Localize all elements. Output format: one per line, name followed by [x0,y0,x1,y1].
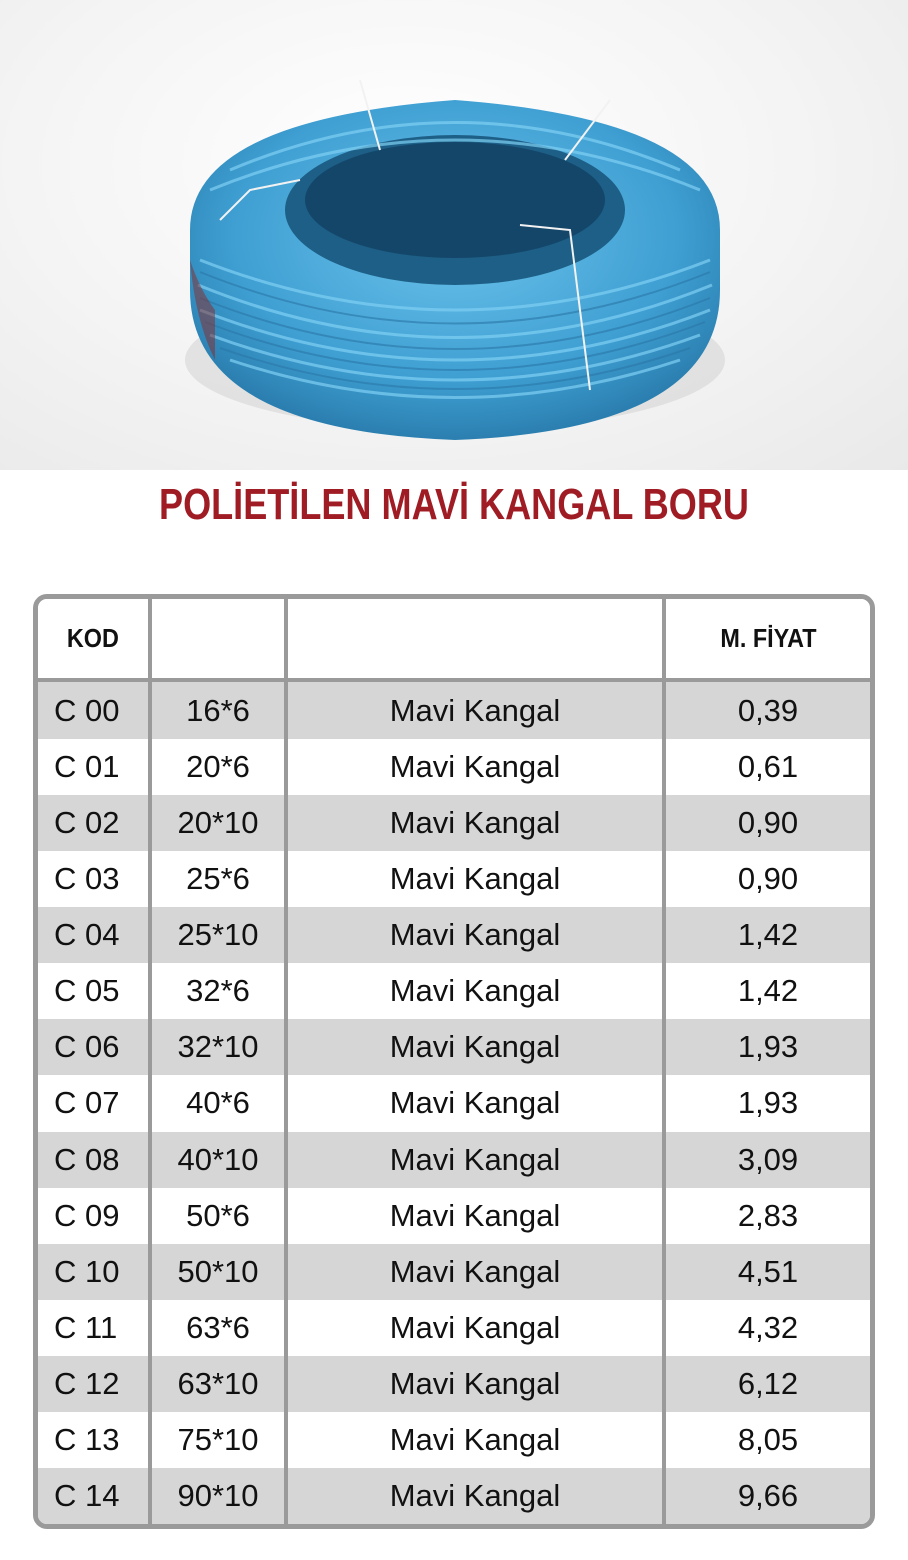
row-size: 40*6 [150,1075,286,1131]
table-row [38,1412,870,1468]
row-price: 4,32 [664,1300,870,1356]
row-product-name: Mavi Kangal [286,739,664,795]
row-product-name: Mavi Kangal [286,1468,664,1524]
row-code: C 00 [38,680,150,739]
row-code: C 07 [38,1075,150,1131]
row-price: 9,66 [664,1468,870,1524]
row-price: 0,61 [664,739,870,795]
row-size: 40*10 [150,1132,286,1188]
row-price: 1,42 [664,963,870,1019]
price-table [33,594,875,1529]
row-size: 32*10 [150,1019,286,1075]
row-product-name: Mavi Kangal [286,1244,664,1300]
row-product-name: Mavi Kangal [286,1188,664,1244]
row-product-name: Mavi Kangal [286,795,664,851]
row-product-name: Mavi Kangal [286,1300,664,1356]
table-row [38,1188,870,1244]
table-row [38,739,870,795]
row-size: 25*6 [150,851,286,907]
row-product-name: Mavi Kangal [286,1356,664,1412]
table-row [38,851,870,907]
header-name [286,599,664,680]
table-row [38,963,870,1019]
row-code: C 04 [38,907,150,963]
table-row [38,907,870,963]
row-code: C 14 [38,1468,150,1524]
row-product-name: Mavi Kangal [286,1075,664,1131]
header-price: M. FİYAT [664,599,870,680]
table-header-row [38,599,870,680]
header-size [150,599,286,680]
row-size: 25*10 [150,907,286,963]
row-size: 20*6 [150,739,286,795]
page-title: POLİETİLEN MAVİ KANGAL BORU [159,480,749,529]
row-code: C 09 [38,1188,150,1244]
row-size: 63*6 [150,1300,286,1356]
row-price: 6,12 [664,1356,870,1412]
table-row [38,1132,870,1188]
table-row [38,795,870,851]
row-code: C 03 [38,851,150,907]
blue-pipe-coil-image [170,60,740,450]
header-kod: KOD [38,599,150,680]
row-code: C 12 [38,1356,150,1412]
row-size: 75*10 [150,1412,286,1468]
row-product-name: Mavi Kangal [286,851,664,907]
row-code: C 11 [38,1300,150,1356]
table-row [38,1468,870,1524]
row-product-name: Mavi Kangal [286,1019,664,1075]
row-price: 1,93 [664,1019,870,1075]
row-size: 16*6 [150,680,286,739]
row-price: 8,05 [664,1412,870,1468]
table-row [38,680,870,739]
row-product-name: Mavi Kangal [286,1412,664,1468]
row-size: 63*10 [150,1356,286,1412]
row-product-name: Mavi Kangal [286,680,664,739]
row-size: 32*6 [150,963,286,1019]
table-row [38,1300,870,1356]
row-code: C 08 [38,1132,150,1188]
row-price: 3,09 [664,1132,870,1188]
row-product-name: Mavi Kangal [286,907,664,963]
row-code: C 01 [38,739,150,795]
row-code: C 13 [38,1412,150,1468]
row-product-name: Mavi Kangal [286,1132,664,1188]
row-code: C 05 [38,963,150,1019]
row-size: 20*10 [150,795,286,851]
table-row [38,1019,870,1075]
row-price: 1,93 [664,1075,870,1131]
row-price: 4,51 [664,1244,870,1300]
row-size: 50*6 [150,1188,286,1244]
row-price: 0,90 [664,851,870,907]
row-product-name: Mavi Kangal [286,963,664,1019]
row-price: 1,42 [664,907,870,963]
row-price: 0,90 [664,795,870,851]
row-price: 0,39 [664,680,870,739]
row-code: C 10 [38,1244,150,1300]
row-price: 2,83 [664,1188,870,1244]
table-row [38,1244,870,1300]
row-size: 90*10 [150,1468,286,1524]
row-code: C 02 [38,795,150,851]
table-row [38,1075,870,1131]
table-row [38,1356,870,1412]
row-size: 50*10 [150,1244,286,1300]
row-code: C 06 [38,1019,150,1075]
